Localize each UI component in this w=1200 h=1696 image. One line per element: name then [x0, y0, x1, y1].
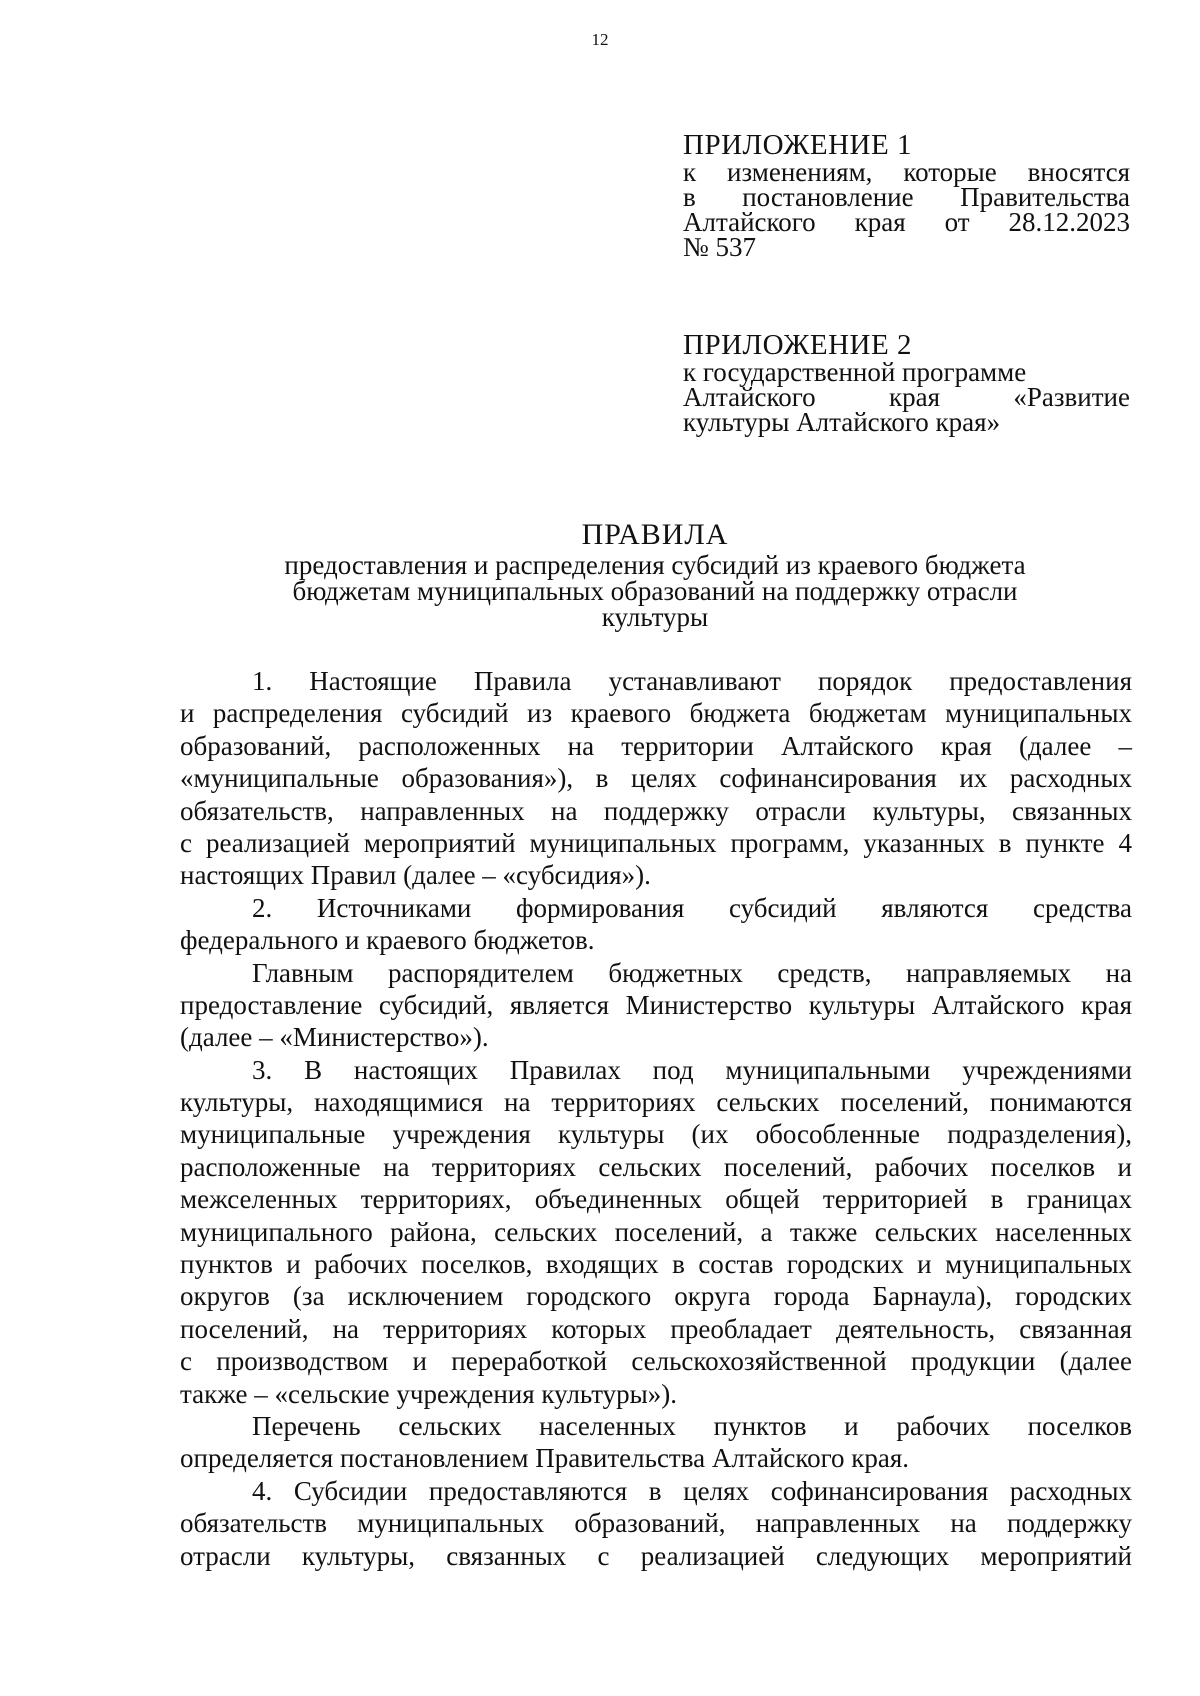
- appendix-1-line: в постановление Правительства: [683, 182, 1130, 212]
- paragraph-line: 1. Настоящие Правила устанавливают порядок предоставления: [252, 666, 1132, 696]
- document-title-block: [180, 518, 1130, 630]
- paragraph-line: 2. Источниками формирования субсидий являются средства: [252, 892, 1132, 923]
- paragraph-line: округов (за исключением городского округа города Барнаула), городских: [180, 1281, 1132, 1312]
- paragraph-line: определяется постановлением Правительства Алтайского края.: [180, 1443, 910, 1474]
- body-paragraph: [180, 892, 1132, 957]
- paragraph-line: пунктов и рабочих поселков, входящих в состав городских и муниципальных: [180, 1249, 1132, 1280]
- appendix-2-block: [683, 330, 1130, 435]
- paragraph-line: (далее – «Министерство»).: [180, 1022, 489, 1053]
- paragraph-line: Главным распорядителем бюджетных средств, направляемых на: [252, 957, 1132, 988]
- paragraph-line: расположенные на территориях сельских поселений, рабочих поселков и: [180, 1151, 1132, 1182]
- document-body: [180, 665, 1132, 1572]
- paragraph-line: обязательств муниципальных образований, направленных на поддержку: [180, 1508, 1132, 1539]
- paragraph-line: Перечень сельских населенных пунктов и рабочих поселков: [252, 1410, 1132, 1441]
- appendix-1-line: к изменениям, которые вносятся: [683, 157, 1130, 187]
- paragraph-line: обязательств, направленных на поддержку отрасли культуры, связанных: [180, 795, 1132, 826]
- body-paragraph: [180, 665, 1132, 892]
- paragraph-line: также – «сельские учреждения культуры»).: [180, 1378, 678, 1409]
- paragraph-line: федерального и краевого бюджетов.: [180, 925, 595, 956]
- paragraph-line: отрасли культуры, связанных с реализацией следующих мероприятий: [180, 1540, 1132, 1571]
- document-subtitle-line: предоставления и распределения субсидий из краевого бюджета: [284, 550, 1026, 580]
- body-paragraph: [180, 1054, 1132, 1410]
- paragraph-line: предоставление субсидий, является Министерство культуры Алтайского края: [180, 989, 1132, 1020]
- document-subtitle-line: культуры: [601, 602, 709, 632]
- paragraph-line: поселений, на территориях которых преобладает деятельность, связанная: [180, 1313, 1132, 1344]
- paragraph-line: межселенных территориях, объединенных общей территорией в границах: [180, 1184, 1132, 1215]
- document-title: ПРАВИЛА: [581, 518, 729, 551]
- paragraph-line: муниципального района, сельских поселений, а также сельских населенных: [180, 1216, 1132, 1247]
- appendix-2-line: к государственной программе: [683, 357, 1027, 387]
- body-paragraph: [180, 1475, 1132, 1572]
- paragraph-line: 3. В настоящих Правилах под муниципальными учреждениями: [252, 1054, 1132, 1085]
- body-paragraph: [180, 1410, 1132, 1475]
- appendix-1-line: № 537: [683, 232, 757, 262]
- appendix-1-line: Алтайского края от 28.12.2023: [683, 207, 1130, 237]
- document-subtitle-line: бюджетам муниципальных образований на поддержку отрасли: [292, 576, 1018, 606]
- paragraph-line: культуры, находящимися на территориях сельских поселений, понимаются: [180, 1087, 1132, 1118]
- paragraph-line: 4. Субсидии предоставляются в целях софинансирования расходных: [252, 1475, 1132, 1506]
- paragraph-line: образований, расположенных на территории Алтайского края (далее –: [180, 730, 1132, 761]
- page-number: 12: [591, 30, 609, 49]
- paragraph-line: настоящих Правил (далее – «субсидия»).: [180, 860, 651, 891]
- appendix-1-heading: ПРИЛОЖЕНИЕ 1: [683, 129, 912, 161]
- paragraph-line: муниципальные учреждения культуры (их обособленные подразделения),: [180, 1119, 1132, 1150]
- appendix-2-line: Алтайского края «Развитие: [683, 382, 1130, 412]
- paragraph-line: «муниципальные образования»), в целях софинансирования их расходных: [180, 763, 1132, 794]
- paragraph-line: и распределения субсидий из краевого бюджета бюджетам муниципальных: [180, 698, 1132, 729]
- paragraph-line: с производством и переработкой сельскохозяйственной продукции (далее: [180, 1346, 1132, 1377]
- appendix-2-line: культуры Алтайского края»: [683, 407, 1001, 437]
- appendix-1-block: [683, 130, 1130, 260]
- body-paragraph: [180, 957, 1132, 1054]
- paragraph-line: с реализацией мероприятий муниципальных программ, указанных в пункте 4: [180, 827, 1132, 858]
- appendix-2-heading: ПРИЛОЖЕНИЕ 2: [683, 329, 912, 361]
